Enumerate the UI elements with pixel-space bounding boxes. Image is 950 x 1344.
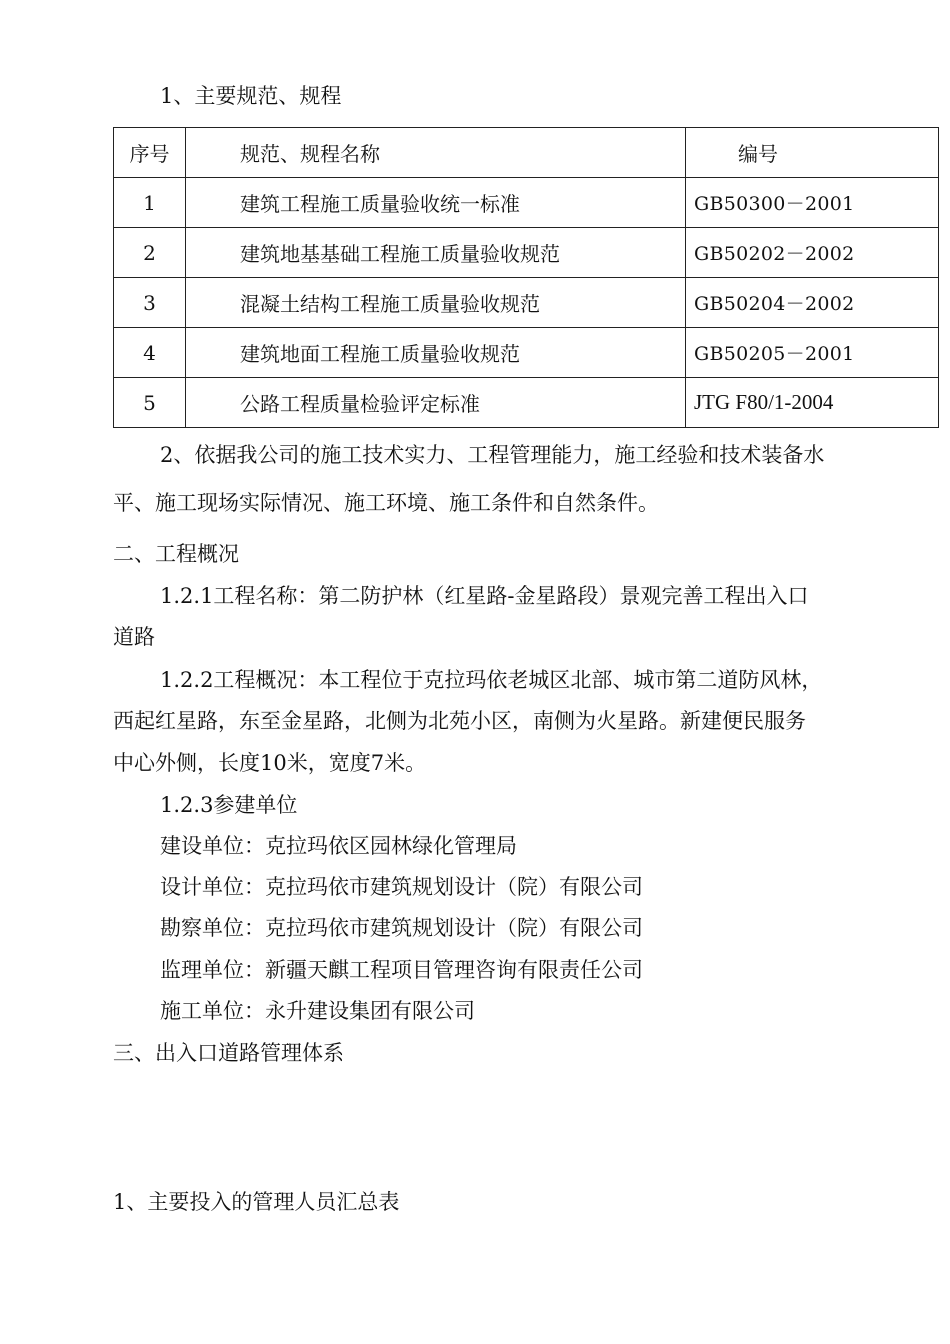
row-no: 1 — [114, 178, 186, 228]
standards-table — [113, 127, 939, 428]
row-name: 建筑地基基础工程施工质量验收规范 — [186, 228, 686, 278]
project-name-line1: 1.2.1工程名称：第二防护林（红星路-金星路段）景观完善工程出入口 — [160, 584, 809, 608]
row-name: 公路工程质量检验评定标准 — [186, 378, 686, 428]
unit-construction-owner: 建设单位：克拉玛依区园林绿化管理局 — [160, 834, 517, 858]
row-no: 5 — [114, 378, 186, 428]
unit-survey: 勘察单位：克拉玛依市建筑规划设计（院）有限公司 — [160, 916, 643, 940]
table-row — [114, 378, 939, 428]
row-code: GB50204－2002 — [686, 278, 939, 328]
row-code: JTG F80/1-2004 — [686, 378, 939, 428]
basis-paragraph-line2: 平、施工现场实际情况、施工环境、施工条件和自然条件。 — [113, 491, 659, 515]
project-overview-line3: 中心外侧，长度10米，宽度7米。 — [113, 751, 427, 775]
header-name: 规范、规程名称 — [186, 128, 686, 178]
table-row — [114, 228, 939, 278]
row-code: GB50202－2002 — [686, 228, 939, 278]
row-no: 4 — [114, 328, 186, 378]
row-no: 3 — [114, 278, 186, 328]
project-name-line2: 道路 — [113, 625, 155, 649]
row-name: 混凝土结构工程施工质量验收规范 — [186, 278, 686, 328]
project-overview-line1: 1.2.2工程概况：本工程位于克拉玛依老城区北部、城市第二道防风林， — [160, 668, 823, 692]
table-row — [114, 278, 939, 328]
unit-supervision: 监理单位：新疆天麒工程项目管理咨询有限责任公司 — [160, 958, 643, 982]
basis-paragraph-line1: 2、依据我公司的施工技术实力、工程管理能力，施工经验和技术装备水 — [160, 443, 825, 467]
row-code: GB50300－2001 — [686, 178, 939, 228]
participants-title: 1.2.3参建单位 — [160, 793, 298, 817]
table-row — [114, 328, 939, 378]
header-code: 编号 — [686, 128, 939, 178]
table-header-row — [114, 128, 939, 178]
row-no: 2 — [114, 228, 186, 278]
row-code: GB50205－2001 — [686, 328, 939, 378]
unit-design: 设计单位：克拉玛依市建筑规划设计（院）有限公司 — [160, 875, 643, 899]
section-title-personnel: 1、主要投入的管理人员汇总表 — [113, 1190, 400, 1214]
heading-project-overview: 二、工程概况 — [113, 542, 239, 566]
row-name: 建筑地面工程施工质量验收规范 — [186, 328, 686, 378]
heading-management-system: 三、出入口道路管理体系 — [113, 1041, 344, 1065]
section-title-standards: 1、主要规范、规程 — [160, 84, 342, 108]
header-no: 序号 — [114, 128, 186, 178]
table-row — [114, 178, 939, 228]
project-overview-line2: 西起红星路，东至金星路，北侧为北苑小区，南侧为火星路。新建便民服务 — [113, 709, 806, 733]
row-name: 建筑工程施工质量验收统一标准 — [186, 178, 686, 228]
unit-contractor: 施工单位：永升建设集团有限公司 — [160, 999, 475, 1023]
